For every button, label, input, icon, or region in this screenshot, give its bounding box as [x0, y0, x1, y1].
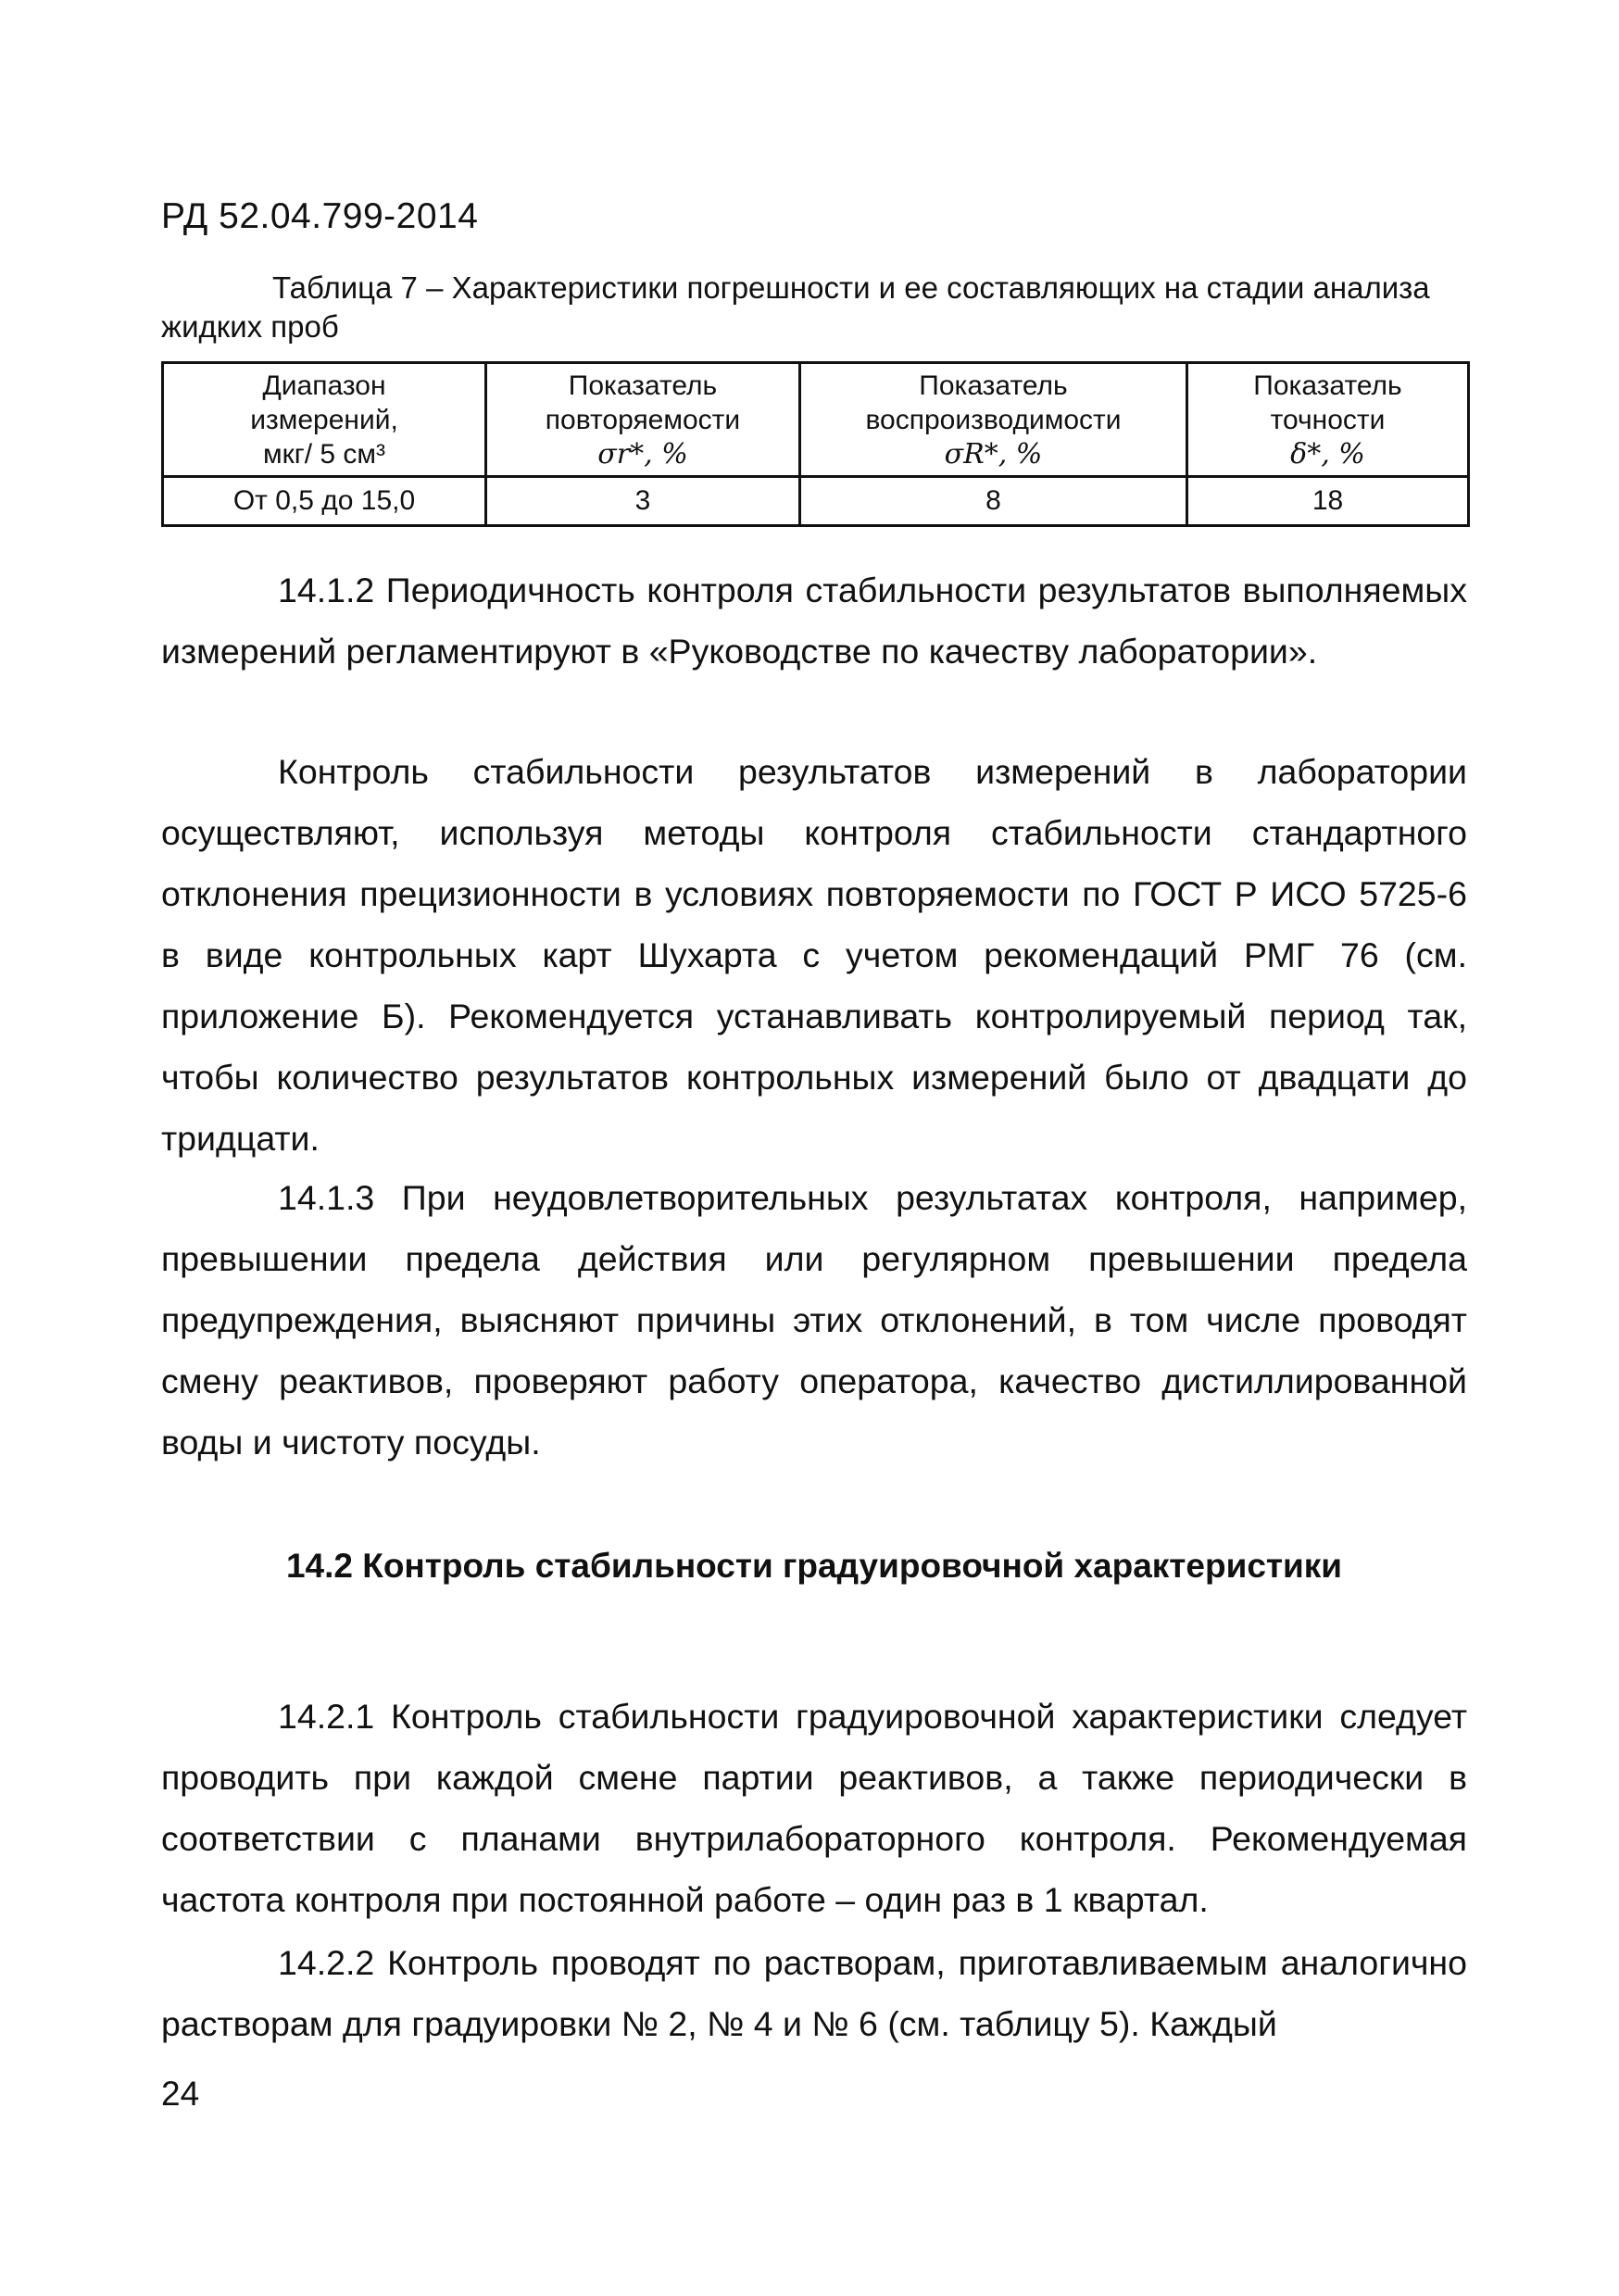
col-header-range-line3: мкг/ 5 см³	[263, 438, 385, 470]
col-header-repeatability-symbol: σr*, %	[597, 437, 688, 470]
col-header-repeatability-line1: Показатель	[568, 370, 718, 401]
col-header-reproducibility-symbol: σR*, %	[944, 437, 1043, 470]
document-header: РД 52.04.799-2014	[161, 196, 479, 236]
table-row	[163, 477, 1469, 526]
cell-range: От 0,5 до 15,0	[163, 477, 486, 526]
paragraph-stability-control: Контроль стабильности результатов измерений в лаборатории осуществляют, используя методы контроля стабильности стандартного отклонения прецизионности в условиях повторяемости по ГОСТ Р ИСО 5725-6 в виде контрольных карт Шухарта с учетом рекомендаций РМГ 76 (см. приложение Б). Рекомендуется устанавливать контролируемый период так, чтобы количество результатов контрольных измерений было от двадцати до тридцати.	[161, 752, 1467, 1158]
col-header-accuracy-line2: точности	[1270, 404, 1386, 435]
section-heading-14-2: 14.2 Контроль стабильности градуировочной характеристики	[285, 1547, 1343, 1585]
col-header-repeatability-line2: повторяемости	[545, 404, 741, 435]
col-header-repeatability	[486, 363, 800, 477]
col-header-accuracy-symbol: δ*, %	[1290, 437, 1365, 470]
col-header-reproducibility-line2: воспроизводимости	[865, 404, 1122, 435]
cell-reproducibility: 8	[800, 477, 1187, 526]
cell-repeatability: 3	[486, 477, 800, 526]
paragraph-14-1-2: 14.1.2 Периодичность контроля стабильности результатов выполняемых измерений регламентируют в «Руководстве по качеству лаборатории».	[161, 571, 1467, 671]
paragraph-14-1-3: 14.1.3 При неудовлетворительных результатах контроля, например, превышении предела действия или регулярном превышении предела предупреждения, выясняют причины этих отклонений, в том числе проводят смену реактивов, проверяют работу оператора, качество дистиллированной воды и чистоту посуды.	[161, 1178, 1467, 1462]
col-header-range-line1: Диапазон	[262, 370, 386, 401]
cell-accuracy: 18	[1187, 477, 1469, 526]
error-characteristics-table	[161, 361, 1470, 527]
col-header-range	[163, 363, 486, 477]
table-caption: Таблица 7 – Характеристики погрешности и ее составляющих на стадии анализа жидких проб	[161, 270, 1430, 344]
col-header-range-line2: измерений,	[250, 404, 398, 435]
col-header-reproducibility	[800, 363, 1187, 477]
col-header-accuracy	[1187, 363, 1469, 477]
paragraph-14-2-1: 14.2.1 Контроль стабильности градуировочной характеристики следует проводить при каждой смене партии реактивов, а также периодически в соответствии с планами внутрилабораторного контроля. Рекомендуемая частота контроля при постоянной работе – один раз в 1 квартал.	[161, 1697, 1467, 1919]
col-header-accuracy-line1: Показатель	[1253, 370, 1402, 401]
page-number: 24	[161, 2075, 200, 2113]
col-header-reproducibility-line1: Показатель	[919, 370, 1068, 401]
paragraph-14-2-2: 14.2.2 Контроль проводят по растворам, приготавливаемым аналогично растворам для градуировки № 2, № 4 и № 6 (см. таблицу 5). Каждый	[161, 1943, 1467, 2043]
table-header-row	[163, 363, 1469, 477]
